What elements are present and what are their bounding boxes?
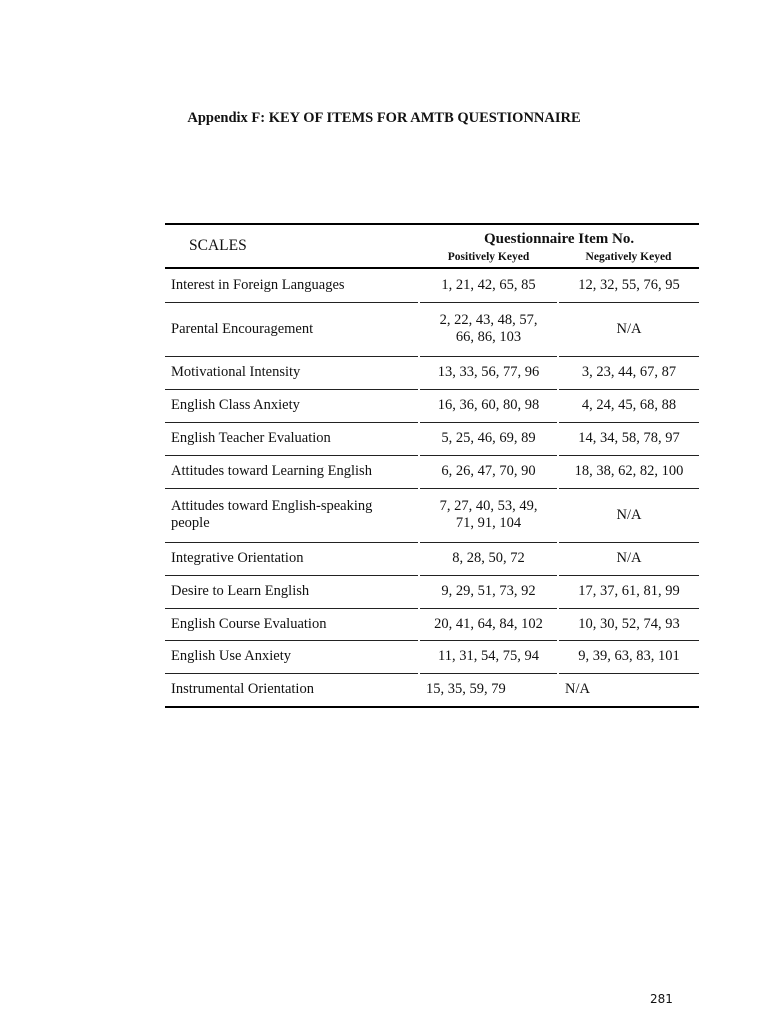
- negatively-keyed-cell: 14, 34, 58, 78, 97: [558, 422, 699, 455]
- page-number: 281: [650, 992, 673, 1006]
- table-row: [165, 673, 699, 707]
- positively-keyed-cell: 11, 31, 54, 75, 94: [419, 640, 558, 673]
- table-row: [165, 640, 699, 673]
- scale-cell: Instrumental Orientation: [165, 673, 419, 707]
- table-row: [165, 356, 699, 389]
- positively-keyed-cell: 15, 35, 59, 79: [419, 673, 558, 707]
- scale-cell: Attitudes toward English-speaking people: [165, 488, 419, 542]
- positively-keyed-cell: 6, 26, 47, 70, 90: [419, 455, 558, 488]
- scale-cell: Desire to Learn English: [165, 575, 419, 608]
- negatively-keyed-cell: N/A: [558, 302, 699, 356]
- scale-cell: Parental Encouragement: [165, 302, 419, 356]
- page-title: Appendix F: KEY OF ITEMS FOR AMTB QUESTIONNAIRE: [187, 110, 581, 126]
- scale-cell: Motivational Intensity: [165, 356, 419, 389]
- negatively-keyed-cell: 3, 23, 44, 67, 87: [558, 356, 699, 389]
- table-row: [165, 488, 699, 542]
- scale-cell: English Course Evaluation: [165, 608, 419, 640]
- positively-keyed-header: Positively Keyed: [419, 250, 558, 268]
- table-row: [165, 575, 699, 608]
- table-row: [165, 422, 699, 455]
- table-body: [165, 268, 699, 707]
- scale-cell: English Use Anxiety: [165, 640, 419, 673]
- scale-cell: English Teacher Evaluation: [165, 422, 419, 455]
- table-row: [165, 542, 699, 575]
- positively-keyed-cell: 1, 21, 42, 65, 85: [419, 268, 558, 302]
- scale-cell: Interest in Foreign Languages: [165, 268, 419, 302]
- negatively-keyed-cell: 10, 30, 52, 74, 93: [558, 608, 699, 640]
- positively-keyed-cell: 9, 29, 51, 73, 92: [419, 575, 558, 608]
- table-row: [165, 302, 699, 356]
- negatively-keyed-cell: 18, 38, 62, 82, 100: [558, 455, 699, 488]
- negatively-keyed-cell: 4, 24, 45, 68, 88: [558, 389, 699, 422]
- negatively-keyed-cell: 12, 32, 55, 76, 95: [558, 268, 699, 302]
- questionnaire-item-header: Questionnaire Item No.: [419, 224, 699, 250]
- negatively-keyed-header: Negatively Keyed: [558, 250, 699, 268]
- positively-keyed-cell: 20, 41, 64, 84, 102: [419, 608, 558, 640]
- negatively-keyed-cell: 9, 39, 63, 83, 101: [558, 640, 699, 673]
- table-row: [165, 268, 699, 302]
- negatively-keyed-cell: N/A: [558, 542, 699, 575]
- table-header-row: [165, 224, 699, 250]
- amtb-key-table: [165, 223, 699, 708]
- negatively-keyed-cell: N/A: [558, 673, 699, 707]
- scale-cell: English Class Anxiety: [165, 389, 419, 422]
- negatively-keyed-cell: N/A: [558, 488, 699, 542]
- positively-keyed-cell: 13, 33, 56, 77, 96: [419, 356, 558, 389]
- table-row: [165, 455, 699, 488]
- positively-keyed-cell: 8, 28, 50, 72: [419, 542, 558, 575]
- positively-keyed-cell: 5, 25, 46, 69, 89: [419, 422, 558, 455]
- scales-header: SCALES: [165, 224, 419, 268]
- positively-keyed-cell: 7, 27, 40, 53, 49, 71, 91, 104: [419, 488, 558, 542]
- scale-cell: Attitudes toward Learning English: [165, 455, 419, 488]
- table-row: [165, 608, 699, 640]
- scale-cell: Integrative Orientation: [165, 542, 419, 575]
- positively-keyed-cell: 16, 36, 60, 80, 98: [419, 389, 558, 422]
- positively-keyed-cell: 2, 22, 43, 48, 57, 66, 86, 103: [419, 302, 558, 356]
- table-row: [165, 389, 699, 422]
- negatively-keyed-cell: 17, 37, 61, 81, 99: [558, 575, 699, 608]
